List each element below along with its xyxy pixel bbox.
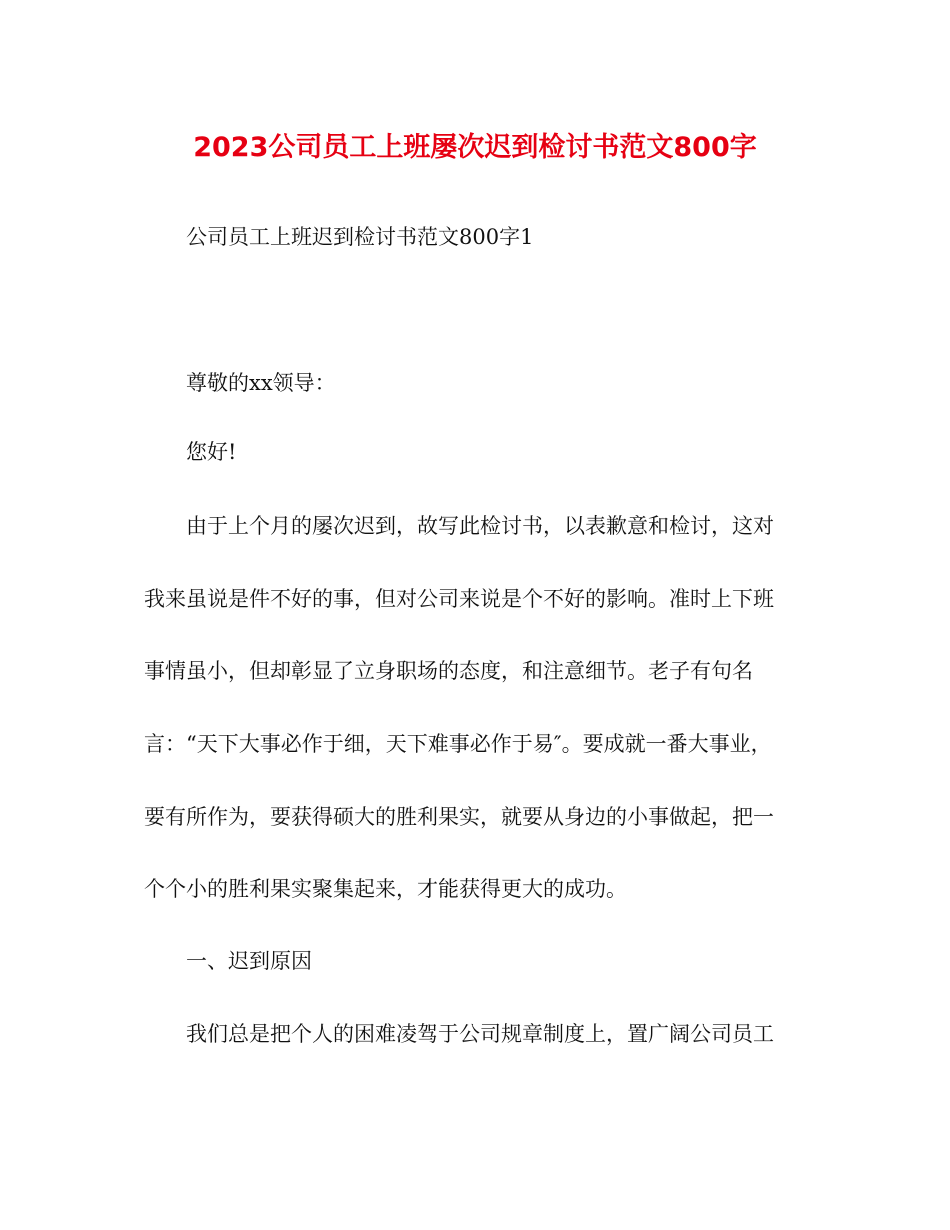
paragraph-line: 个个小的胜利果实聚集起来，才能获得更大的成功。 <box>144 877 627 901</box>
document-title: 2023公司员工上班屡次迟到检讨书范文800字 <box>193 132 757 163</box>
section-heading: 一、迟到原因 <box>186 949 312 973</box>
subtitle: 公司员工上班迟到检讨书范文800字1 <box>186 225 534 249</box>
paragraph-line: 事情虽小，但却彰显了立身职场的态度，和注意细节。老子有句名 <box>144 659 753 683</box>
paragraph-line: 言：“天下大事必作于细，天下难事必作于易″。要成就一番大事业， <box>144 732 772 756</box>
greeting: 您好! <box>186 440 237 464</box>
paragraph-line: 要有所作为，要获得硕大的胜利果实，就要从身边的小事做起，把一 <box>144 805 774 829</box>
salutation: 尊敬的xx领导： <box>186 371 336 395</box>
paragraph-line: 我们总是把个人的困难凌驾于公司规章制度上，置广阔公司员工 <box>186 1022 774 1046</box>
paragraph-line: 我来虽说是件不好的事，但对公司来说是个不好的影响。准时上下班 <box>144 587 774 611</box>
paragraph-line: 由于上个月的屡次迟到，故写此检讨书，以表歉意和检讨，这对 <box>186 514 774 538</box>
